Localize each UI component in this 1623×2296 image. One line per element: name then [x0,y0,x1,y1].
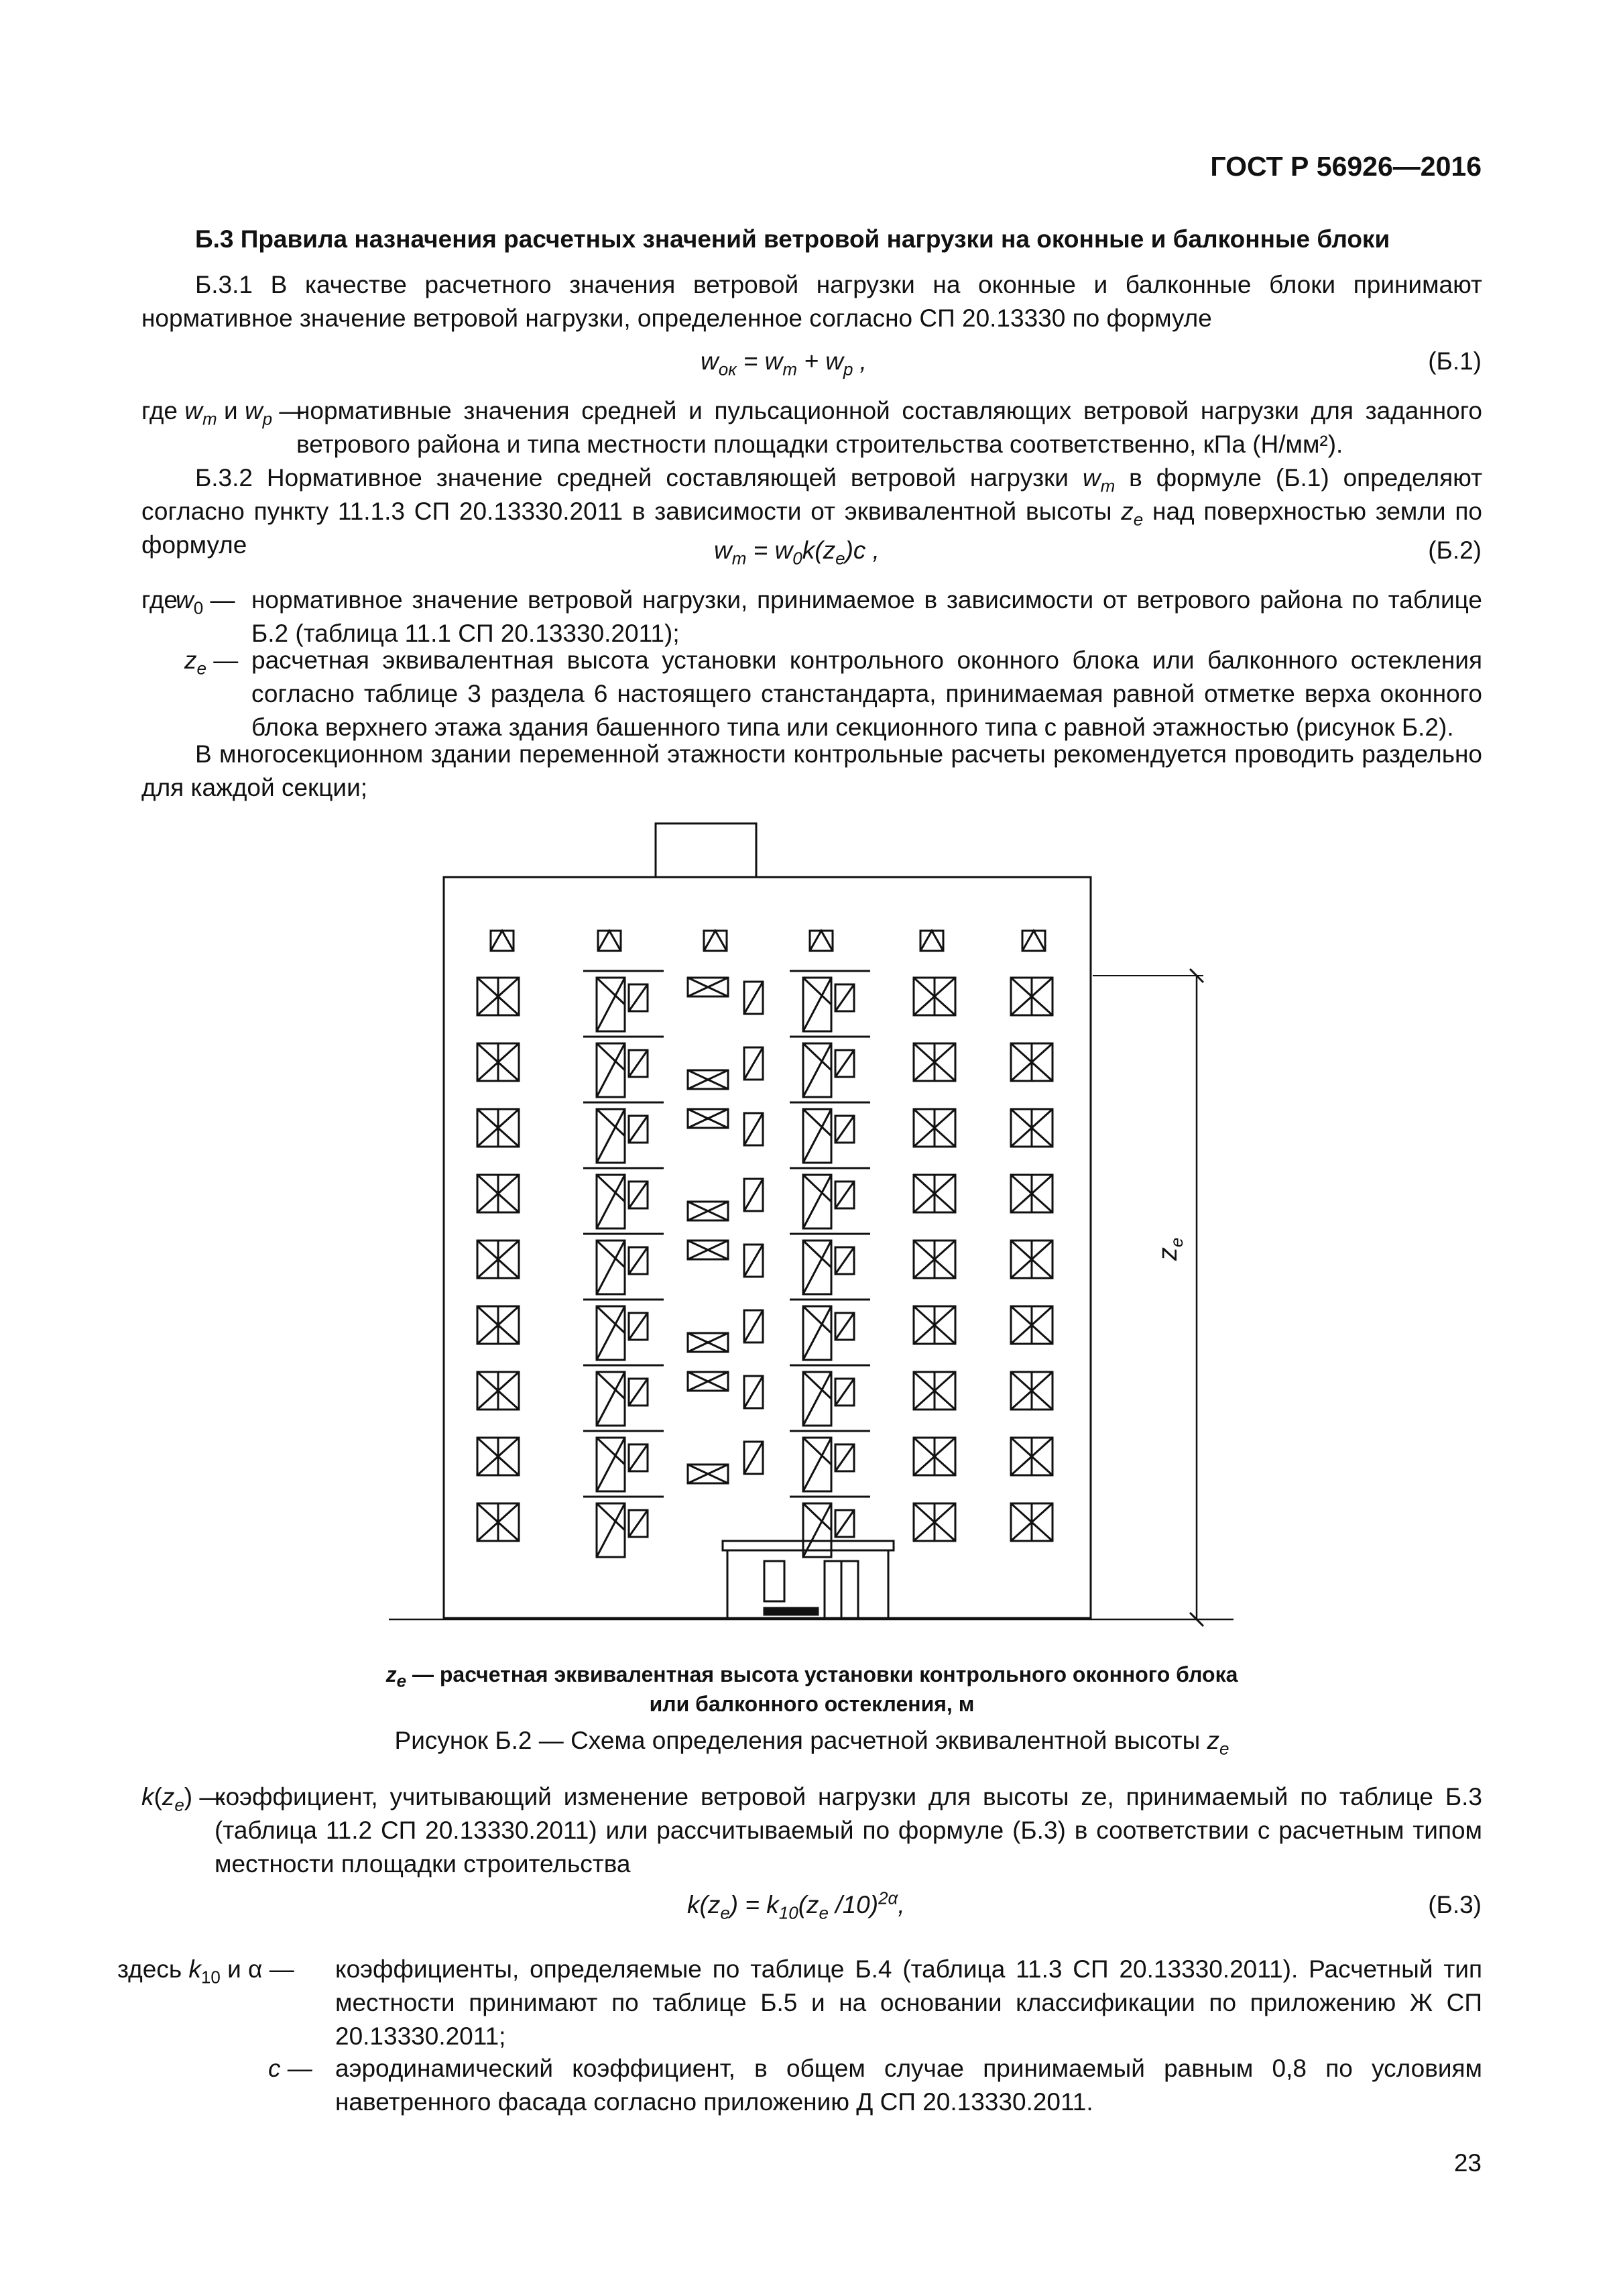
c-definition: аэродинамический коэффициент, в общем случае принимаемый равным 0,8 по условиям наветренного фасада согласно приложению Д СП 20.13330.2011. [335,2055,1482,2116]
paragraph-b32: Б.3.2 Нормативное значение средней составляющей ветровой нагрузки $w_m$ в формуле (Б.1) определяют согласно пункту 11.1.3 СП 20.13330.2011 в зависимости от эквивалентной высоты $z_e$ над поверхностью земли по формуле [141,464,1483,559]
page-number: 23 [1453,2149,1482,2177]
roof-structure [656,823,756,877]
equation-b1: $w_{ок} = w_m + w_p$ , [701,347,867,380]
figure-caption: Рисунок Б.2 — Схема определения расчетной эквивалентной высоты $z_e$ [394,1727,1229,1759]
figure-note: $z_e$ — расчетная эквивалентная высота установки контрольного оконного блока или балконного остекления, м [385,1662,1238,1716]
c-symbol: c — [268,2055,312,2082]
where-b1-text: нормативные значения средней и пульсационной составляющих ветровой нагрузки для заданного ветрового района и типа местности площадки строительства соответственно, кПа (Н/мм²). [296,397,1482,458]
equation-b3: $k(z_e) = k_{10}(z_e$ /10)$^{2\alpha}$, [687,1888,905,1923]
where-b3-text: коэффициенты, определяемые по таблице Б.4 (таблица 11.3 СП 20.13330.2011). Расчетный тип местности принимают по таблице Б.5 и на основании классификации по приложению Ж СП 20.13330.2011; [335,1955,1482,2050]
ze-symbol: $z_e$ — [184,646,239,679]
paragraph-multisection: В многосекционном здании переменной этажности контрольные расчеты рекомендуется проводить раздельно для каждой секции; [141,740,1482,801]
where-b2-lead: где [141,586,178,614]
building-figure [389,805,1274,1650]
attic-windows [491,931,1045,951]
w0-definition: нормативное значение ветровой нагрузки, принимаемое в зависимости от ветрового района по таблице Б.2 (таблица 11.1 СП 20.13330.2011); [251,586,1482,647]
equation-b2-number: (Б.2) [1428,536,1482,564]
entrance [723,1541,894,1618]
where-lead: где [141,397,178,424]
ze-definition: расчетная эквивалентная высота установки контрольного оконного блока или балконного остекления согласно таблице 3 раздела 6 настоящего станстандарта, принимаемая равной отметке верха оконного блока верхнего этажа здания башенного типа или секционного типа с равной этажностью (рисунок Б.2). [251,646,1482,741]
section-title: Б.3 Правила назначения расчетных значений ветровой нагрузки на оконные и балконные блоки [195,225,1390,253]
dimension-label-ze: $z_e$ [1153,1237,1187,1261]
where-b3-lead: здесь $k_{10}$ и α — [117,1955,294,1988]
equation-b3-number: (Б.3) [1428,1891,1482,1918]
paragraph-b31: Б.3.1 В качестве расчетного значения ветровой нагрузки на оконные и балконные блоки принимают нормативное значение ветровой нагрузки, определенное согласно СП 20.13330 по формуле [141,271,1482,332]
k-symbol: $k(z_e)$ — [141,1783,225,1815]
where-b1-lead: где $w_m$ и $w_p$ — [141,397,304,429]
k-definition: коэффициент, учитывающий изменение ветровой нагрузки для высоты ze, принимаемый по таблице Б.3 (таблица 11.2 СП 20.13330.2011) или рассчитываемый по формуле (Б.3) в соответствии с расчетным типом местности площадки строительства [215,1783,1482,1878]
equation-b1-number: (Б.1) [1428,347,1482,375]
w0-symbol: $w_0$ — [176,586,235,618]
building-outline [444,877,1091,1618]
equation-b2: $w_m = w_0k(z_e)c$ , [714,536,880,569]
standard-designation: ГОСТ Р 56926—2016 [1210,151,1482,182]
